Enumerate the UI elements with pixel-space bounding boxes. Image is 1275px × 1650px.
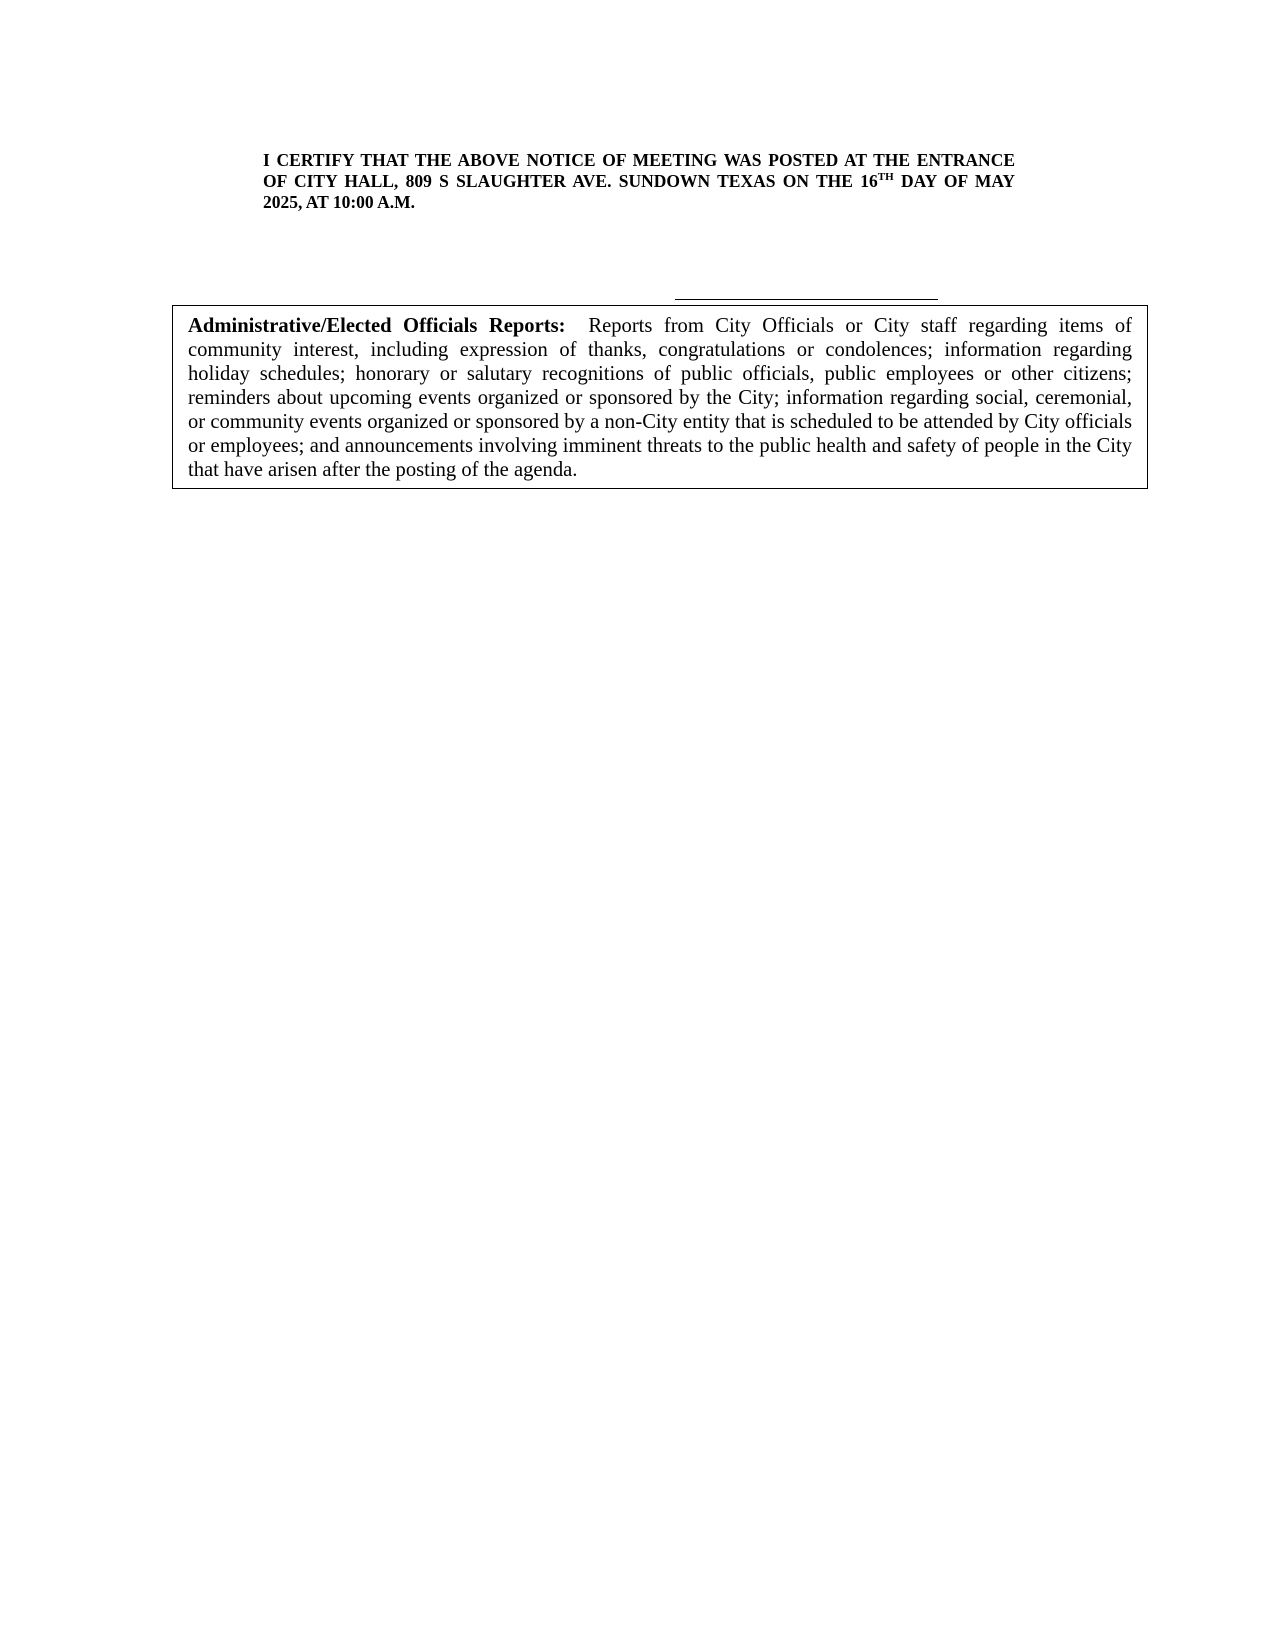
officials-reports-paragraph (188, 314, 1132, 482)
signature-line (675, 299, 938, 300)
certification-text: I CERTIFY THAT THE ABOVE NOTICE OF MEETING WAS POSTED AT THE ENTRANCE OF CITY HALL, 809 S SLAUGHTER AVE. SUNDOWN TEXAS ON THE 16 (263, 150, 1015, 191)
officials-reports-body: Reports from City Officials or City staff regarding items of community interest, including expression of thanks, congratulations or condolences; information regarding holiday schedules; honorary or salutary recognitions of public officials, public employees or other citizens; reminders about upcoming events organized or sponsored by the City; information regarding social, ceremonial, or community events organized or sponsored by a non-City entity that is scheduled to be attended by City officials or employees; and announcements involving imminent threats to the public health and safety of people in the City that have arisen after the posting of the agenda. (188, 315, 1132, 481)
certification-date-text: DAY OF MAY 2025, AT 10:00 A.M. (263, 171, 1016, 212)
officials-reports-heading: Administrative/Elected Officials Reports: (188, 315, 566, 337)
posting-certification (263, 150, 1015, 213)
officials-reports-box (172, 305, 1148, 489)
certification-ordinal-suffix: TH (877, 171, 894, 184)
